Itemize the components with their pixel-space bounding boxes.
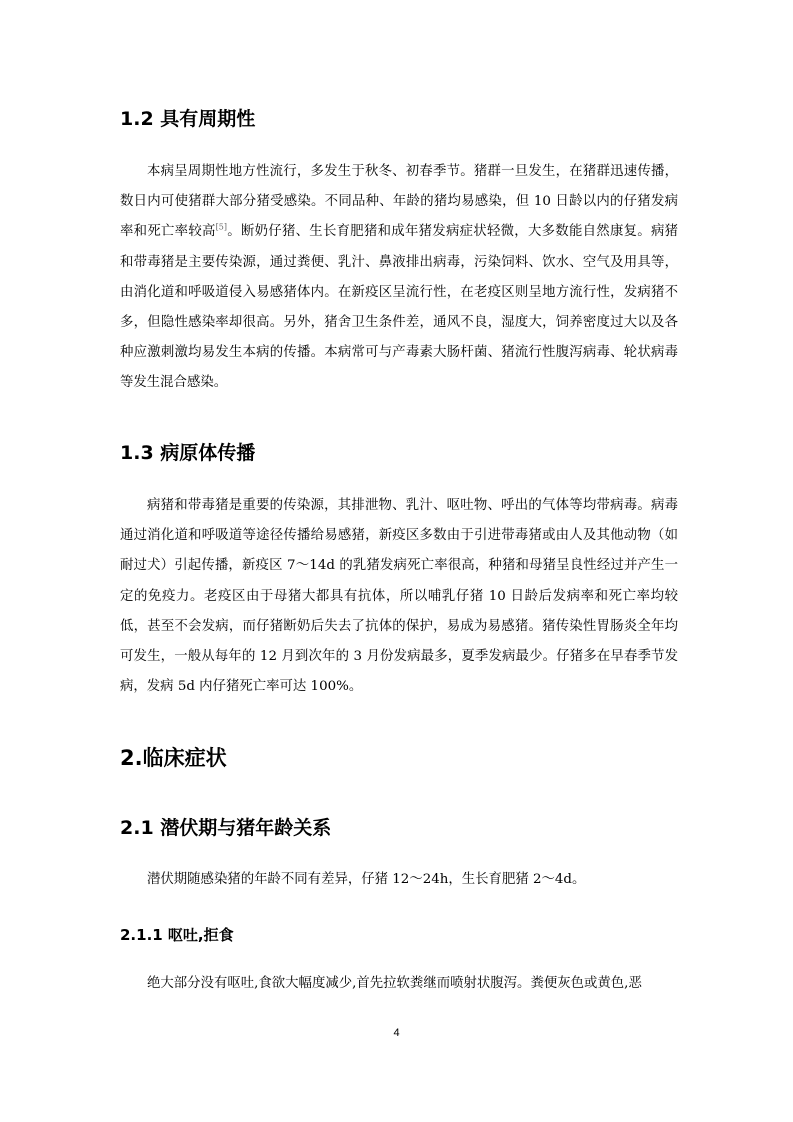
section-2-1-paragraph: 潜伏期随感染猪的年龄不同有差异，仔猪 12～24h，生长育肥猪 2～4d。 (147, 872, 586, 887)
paragraph-text: 本病呈周期性地方性流行，多发生于秋冬、初春季节。猪群一旦发生，在猪群迅速传播，数日内可使猪群大部分猪受感染。不同品种、年龄的猪均易感染，但 10 日龄以内的仔猪发病率和死亡率较高 (120, 164, 678, 240)
paragraph-text-continued: 。断奶仔猪、生长育肥猪和成年猪发病症状轻微，大多数能自然康复。病猪和带毒猪是主要传染源，通过粪便、乳汁、鼻液排出病毒，污染饲料、饮水、空气及用具等，由消化道和呼吸道侵入易感猪体内。在新疫区呈流行性，在老疫区则呈地方流行性，发病猪不多，但隐性感染率却很高。另外，猪舍卫生条件差，通风不良，湿度大，饲养密度过大以及各种应激刺激均易发生本病的传播。本病常可与产毒素大肠杆菌、猪流行性腹泻病毒、轮状病毒等发生混合感染。 (120, 224, 679, 391)
section-heading-2: 2.临床症状 (120, 746, 227, 770)
section-1-3-paragraph: 病猪和带毒猪是重要的传染源，其排泄物、乳汁、呕吐物、呼出的气体等均带病毒。病毒通过消化道和呼吸道等途径传播给易感猪，新疫区多数由于引进带毒猪或由人及其他动物（如耐过犬）引起传播，新疫区 7～14d 的乳猪发病死亡率很高，种猪和母猪呈良性经过并产生一定的免疫力。老疫区由于母猪大都具有抗体，所以哺乳仔猪 10 日龄后发病率和死亡率均较低，甚至不会发病，而仔猪断奶后失去了抗体的保护，易成为易感猪。猪传染性胃肠炎全年均可发生，一般从每年的 12 月到次年的 3 月份发病最多，夏季发病最少。仔猪多在早春季节发病，发病 5d 内仔猪死亡率可达 100%。 (120, 498, 678, 695)
section-2-1-1-paragraph: 绝大部分没有呕吐,食欲大幅度减少,首先拉软粪继而喷射状腹泻。粪便灰色或黄色,恶 (147, 976, 642, 991)
section-heading-2-1-1: 2.1.1 呕吐,拒食 (120, 926, 234, 944)
section-heading-1-3: 1.3 病原体传播 (120, 442, 256, 464)
section-heading-1-2: 1.2 具有周期性 (120, 108, 256, 130)
section-1-2-paragraph (120, 157, 678, 399)
page-number: 4 (393, 1027, 400, 1039)
section-heading-2-1: 2.1 潜伏期与猪年龄关系 (120, 817, 332, 839)
citation-ref: [5] (215, 222, 228, 232)
